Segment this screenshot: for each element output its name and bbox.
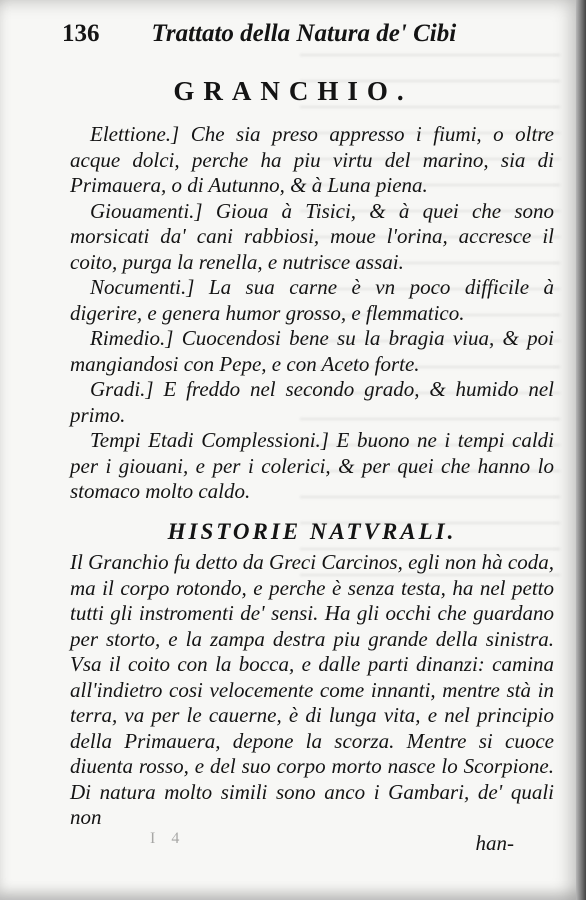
section-lead: Nocumenti.] — [90, 275, 195, 299]
subheading: HISTORIE NATVRALI. — [167, 518, 457, 544]
section-lead: Giouamenti.] — [90, 198, 203, 223]
running-title: Trattato della Natura de' Cibi — [151, 20, 457, 47]
page-title: GRANCHIO. — [173, 76, 413, 106]
section-text: Che sia preso appresso i fiumi, o oltre acque dolci, perche ha piu virtu del marino, sia di Primauera, o di Autunno, & à Luna piena. — [70, 122, 554, 197]
section-tempi — [70, 428, 554, 505]
section-rimedio — [70, 326, 554, 377]
section-lead: Gradi.] — [90, 377, 154, 401]
section-gradi — [70, 377, 554, 428]
section-text: Gioua à Tisici, & à quei che sono morsicati da' cani rabbiosi, moue l'orina, accresce il coito, purga la renella, e nutrisce assai. — [70, 198, 554, 274]
section-lead: Elettione.] — [90, 122, 180, 146]
section-giouamenti — [70, 199, 554, 276]
section-lead: Rimedio.] — [90, 326, 174, 350]
section-text: La sua carne è vn poco difficile à digerire, e genera humor grosso, e flemmatico. — [70, 275, 555, 325]
section-elettione — [70, 122, 554, 199]
section-lead: Tempi Etadi Complessioni.] — [90, 428, 329, 452]
section-text: E freddo nel secondo grado, & humido nel primo. — [70, 377, 554, 427]
section-nocumenti — [70, 275, 554, 326]
section-text: Cuocendosi bene su la bragia viua, & poi mangiandosi con Pepe, e con Aceto forte. — [70, 326, 554, 376]
page-number: 136 — [62, 20, 100, 47]
body-text — [70, 122, 554, 856]
natural-history-paragraph: Il Granchio fu detto da Greci Carcinos, egli non hà coda, ma il corpo rotondo, e perche è senza testa, ha nel petto tutti gli instromenti de' sensi. Ha gli occhi che guardano per storto, e la zampa destra piu grande della sinistra. Vsa il coito con la bocca, e dalle parti dinanzi: camina all'indietro cosi velocemente come innanti, mentre stà in terra, va per le cauerne, è di lunga vita, e nel principio della Primauera, depone la scorza. Mentre si cuoce diuenta rosso, e del suo corpo morto nasce lo Scorpione. Di natura molto simili sono anco i Gambari, de' quali non — [70, 550, 554, 829]
running-header — [62, 20, 532, 64]
page-edge-shadow — [576, 0, 586, 900]
catchword: han- — [475, 830, 514, 855]
signature-mark: I 4 — [150, 830, 186, 847]
section-text: E buono ne i tempi caldi per i giouani, e per i colerici, & per quei che hanno lo stomaco molto caldo. — [70, 428, 554, 503]
